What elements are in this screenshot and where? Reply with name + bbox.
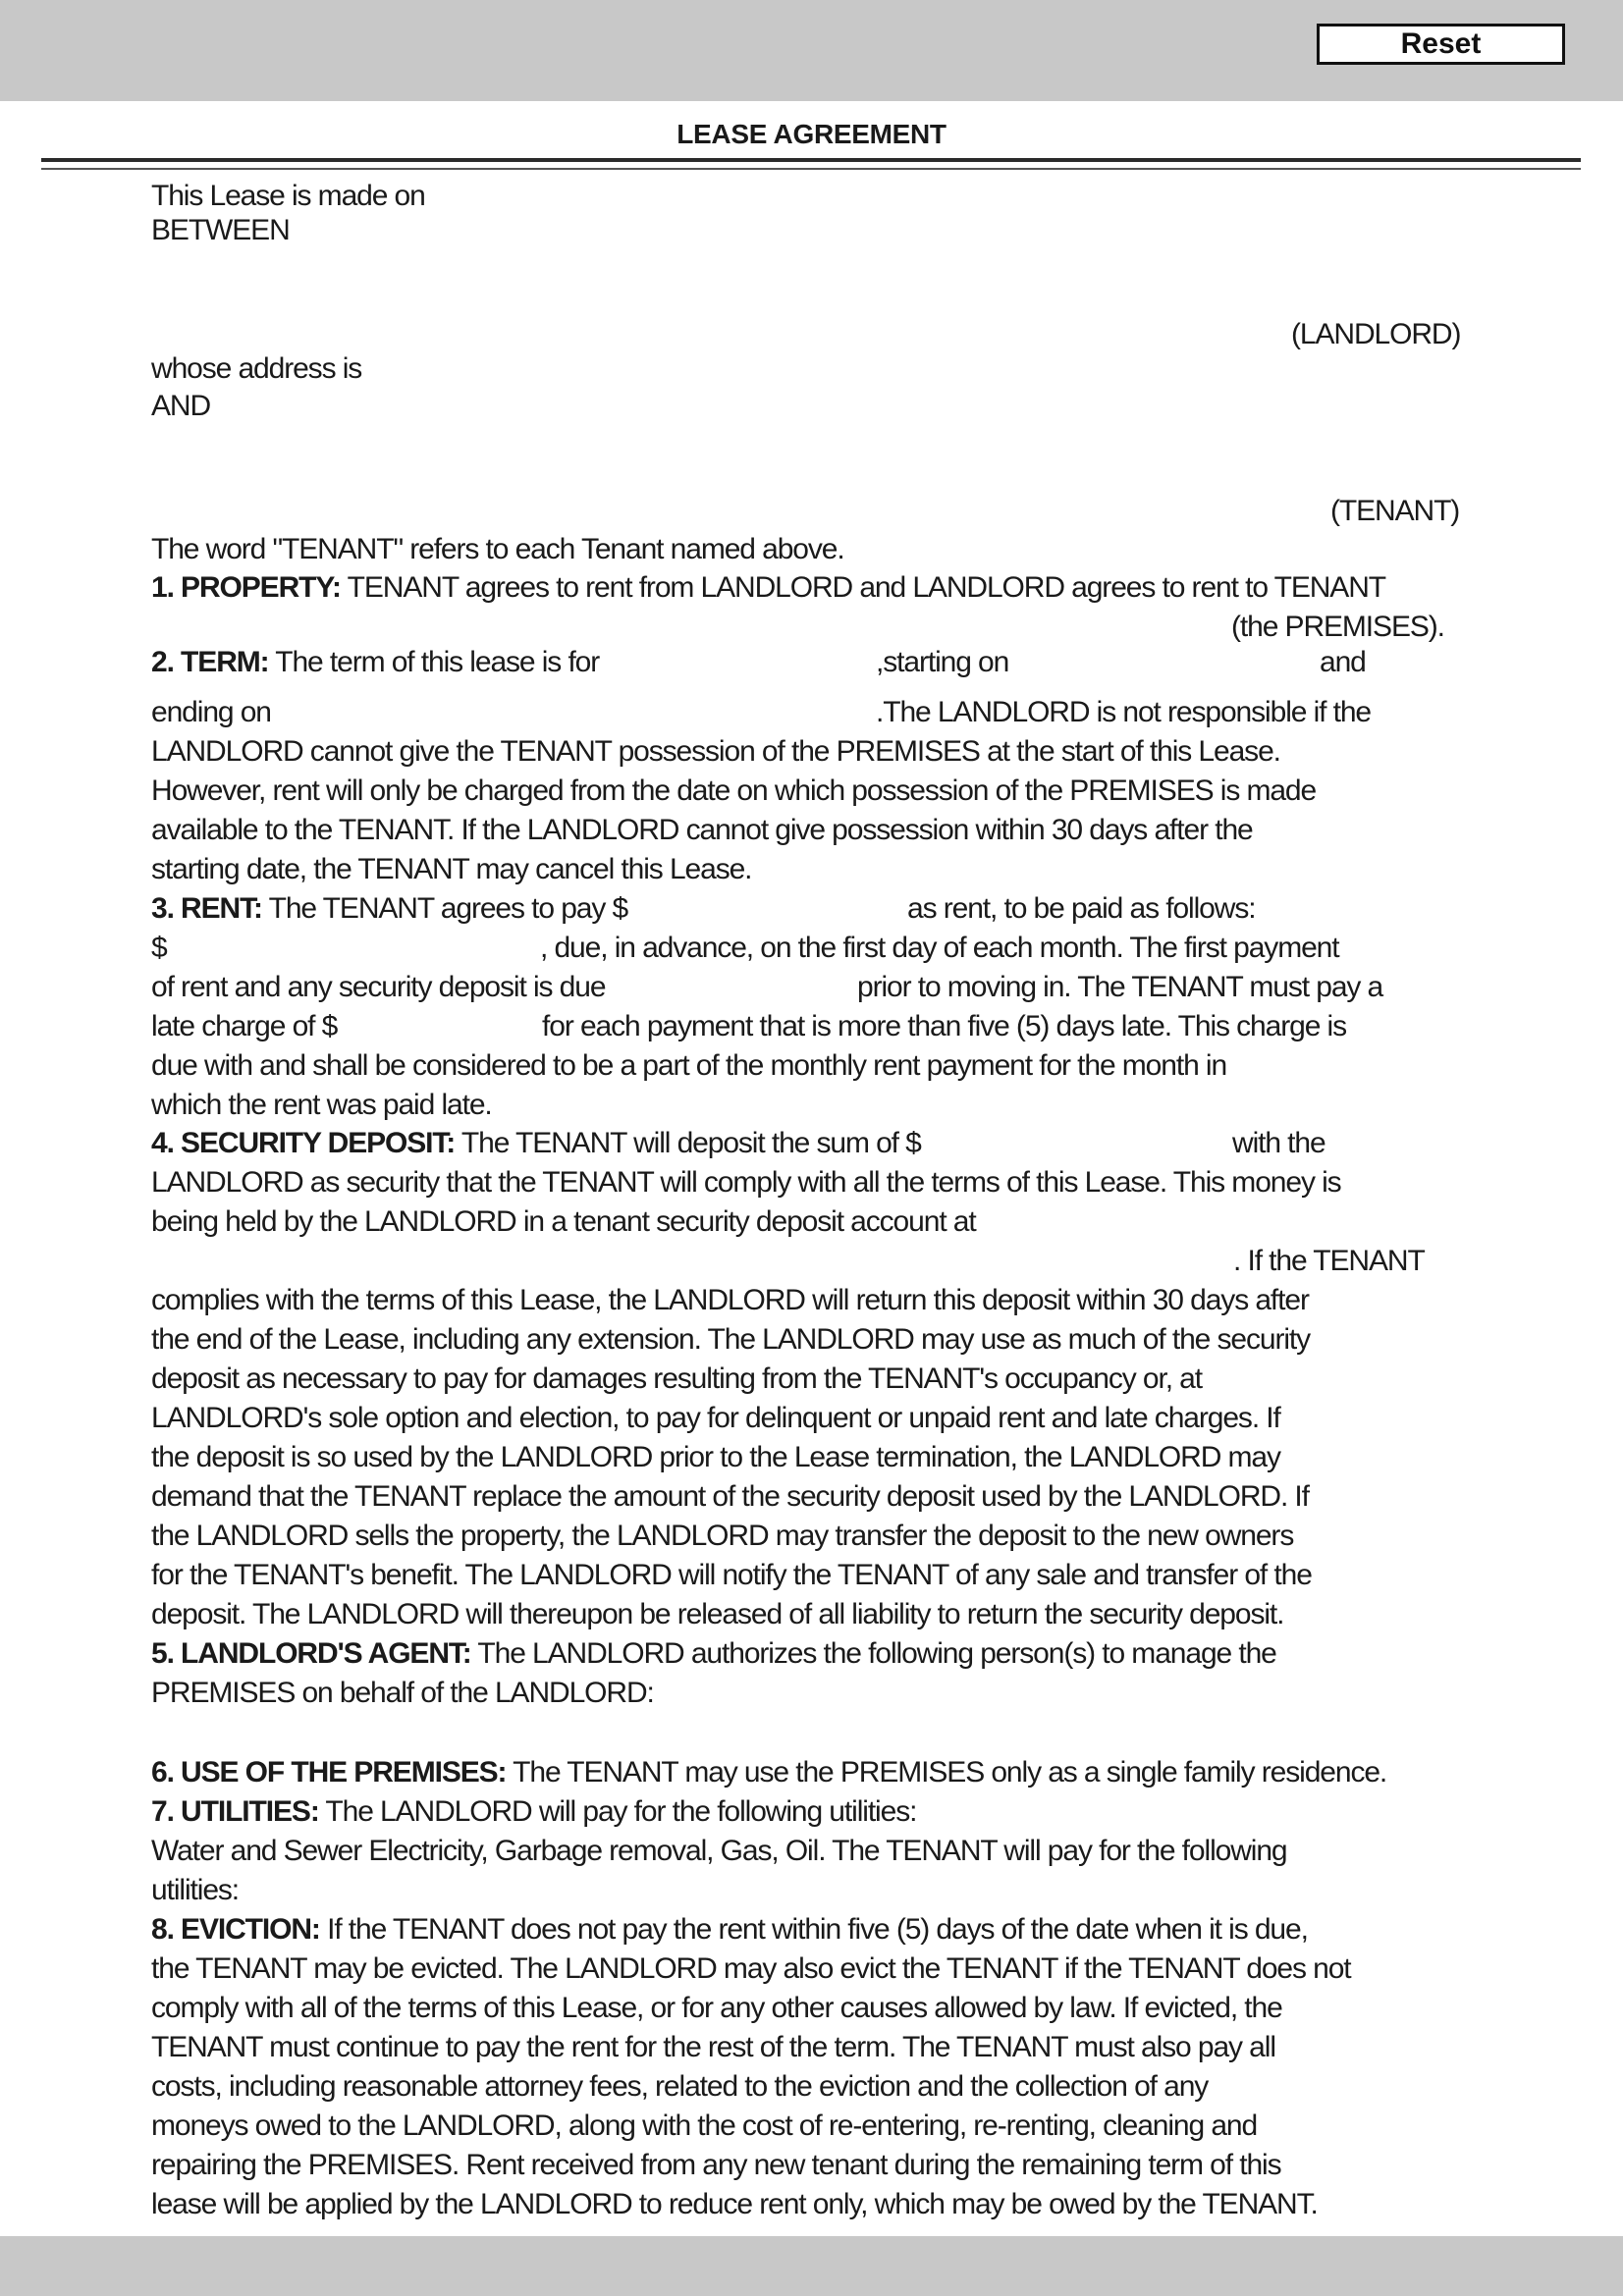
eviction-line: lease will be applied by the LANDLORD to reduce rent only, which may be owed by the TENANT. bbox=[151, 2188, 1318, 2220]
property-address-field[interactable] bbox=[151, 611, 1225, 644]
agent-heading: 5. LANDLORD'S AGENT: bbox=[151, 1637, 471, 1670]
deposit-line: the LANDLORD sells the property, the LANDLORD may transfer the deposit to the new owners bbox=[151, 1520, 1294, 1552]
deposit-clause-line: 4. SECURITY DEPOSIT: The TENANT will deposit the sum of $ bbox=[151, 1127, 921, 1159]
agent-clause-line: 5. LANDLORD'S AGENT: The LANDLORD authorizes the following person(s) to manage the bbox=[151, 1637, 1276, 1670]
start-date-field[interactable] bbox=[1041, 646, 1310, 679]
rent-heading: 3. RENT: bbox=[151, 892, 262, 925]
eviction-line: costs, including reasonable attorney fees, related to the eviction and the collection of any bbox=[151, 2070, 1209, 2103]
title-rule-thin bbox=[41, 168, 1581, 170]
term-line: However, rent will only be charged from the date on which possession of the PREMISES is made bbox=[151, 774, 1317, 807]
deposit-line: deposit. The LANDLORD will thereupon be released of all liability to return the security deposit. bbox=[151, 1598, 1284, 1630]
rent-first-payment: of rent and any security deposit is due bbox=[151, 971, 606, 1003]
utilities-line: utilities: bbox=[151, 1874, 240, 1906]
and-label: AND bbox=[151, 390, 211, 422]
reset-button[interactable]: Reset bbox=[1317, 24, 1565, 65]
term-length-field[interactable] bbox=[648, 646, 878, 679]
title-rule-thick bbox=[41, 158, 1581, 162]
tenant-definition: The word "TENANT" refers to each Tenant named above. bbox=[151, 533, 844, 565]
landlord-name-field[interactable] bbox=[151, 285, 1461, 318]
deposit-line: complies with the terms of this Lease, the LANDLORD will return this deposit within 30 days after bbox=[151, 1284, 1309, 1316]
and-term-label: and bbox=[1320, 646, 1366, 678]
deposit-line: being held by the LANDLORD in a tenant security deposit account at bbox=[151, 1205, 976, 1238]
ending-on-label: ending on bbox=[151, 696, 271, 728]
starting-on-label: ,starting on bbox=[876, 646, 1009, 678]
rent-moving-in: prior to moving in. The TENANT must pay a bbox=[857, 971, 1383, 1003]
eviction-clause-line: 8. EVICTION: If the TENANT does not pay the rent within five (5) days of the date when it is due, bbox=[151, 1913, 1308, 1946]
deposit-bank-field[interactable] bbox=[151, 1245, 1235, 1278]
rent-dollar-sign: $ bbox=[151, 932, 167, 964]
landlord-tag: (LANDLORD) bbox=[1291, 318, 1461, 350]
rent-line: which the rent was paid late. bbox=[151, 1089, 492, 1121]
agent-line: PREMISES on behalf of the LANDLORD: bbox=[151, 1677, 654, 1709]
utilities-line: Water and Sewer Electricity, Garbage removal, Gas, Oil. The TENANT will pay for the following bbox=[151, 1835, 1287, 1867]
eviction-line: repairing the PREMISES. Rent received from any new tenant during the remaining term of this bbox=[151, 2149, 1281, 2181]
use-heading: 6. USE OF THE PREMISES: bbox=[151, 1756, 507, 1789]
eviction-line: TENANT must continue to pay the rent for the rest of the term. The TENANT must also pay all bbox=[151, 2031, 1275, 2063]
rent-clause-line: 3. RENT: The TENANT agrees to pay $ bbox=[151, 892, 628, 925]
eviction-line: the TENANT may be evicted. The LANDLORD may also evict the TENANT if the TENANT does not bbox=[151, 1952, 1351, 1985]
tenant-tag: (TENANT) bbox=[1330, 495, 1460, 527]
term-line: available to the TENANT. If the LANDLORD cannot give possession within 30 days after the bbox=[151, 814, 1253, 846]
eviction-heading: 8. EVICTION: bbox=[151, 1913, 320, 1946]
term-continuation: .The LANDLORD is not responsible if the bbox=[876, 696, 1372, 728]
utilities-heading: 7. UTILITIES: bbox=[151, 1795, 319, 1828]
first-payment-due-field[interactable] bbox=[677, 971, 858, 1004]
top-toolbar bbox=[0, 0, 1623, 101]
term-line: LANDLORD cannot give the TENANT possession of the PREMISES at the start of this Lease. bbox=[151, 735, 1280, 768]
bottom-bar bbox=[0, 2236, 1623, 2296]
deposit-heading: 4. SECURITY DEPOSIT: bbox=[151, 1127, 456, 1159]
between-label: BETWEEN bbox=[151, 214, 290, 246]
tenant-utilities-field[interactable] bbox=[265, 1874, 1447, 1907]
deposit-with-the: with the bbox=[1232, 1127, 1325, 1159]
made-on-label: This Lease is made on bbox=[151, 180, 425, 212]
page-title: LEASE AGREEMENT bbox=[676, 119, 947, 149]
term-clause-line: 2. TERM: The term of this lease is for bbox=[151, 646, 600, 678]
deposit-line: LANDLORD's sole option and election, to pay for delinquent or unpaid rent and late charges. If bbox=[151, 1402, 1280, 1434]
deposit-line: the deposit is so used by the LANDLORD prior to the Lease termination, the LANDLORD may bbox=[151, 1441, 1280, 1473]
term-line: starting date, the TENANT may cancel this Lease. bbox=[151, 853, 752, 885]
late-charge-label: late charge of $ bbox=[151, 1010, 338, 1042]
premises-label: (the PREMISES). bbox=[1231, 611, 1444, 643]
agent-names-field[interactable] bbox=[151, 1716, 1461, 1749]
rent-monthly-field[interactable] bbox=[172, 932, 539, 965]
end-date-field[interactable] bbox=[304, 696, 878, 729]
tenant-name-field[interactable] bbox=[151, 456, 1461, 490]
deposit-amount-field[interactable] bbox=[987, 1127, 1226, 1160]
property-heading: 1. PROPERTY: bbox=[151, 571, 341, 604]
deposit-line: for the TENANT's benefit. The LANDLORD will notify the TENANT of any sale and transfer of the bbox=[151, 1559, 1312, 1591]
late-charge-text: for each payment that is more than five (5) days late. This charge is bbox=[542, 1010, 1346, 1042]
deposit-line: demand that the TENANT replace the amount of the security deposit used by the LANDLORD. If bbox=[151, 1480, 1309, 1513]
rent-line: due with and shall be considered to be a part of the monthly rent payment for the month in bbox=[151, 1049, 1227, 1082]
use-clause-line: 6. USE OF THE PREMISES: The TENANT may use the PREMISES only as a single family residence. bbox=[151, 1756, 1387, 1789]
rent-due-text: , due, in advance, on the first day of each month. The first payment bbox=[540, 932, 1339, 964]
rent-as-follows: as rent, to be paid as follows: bbox=[907, 892, 1256, 925]
deposit-line: deposit as necessary to pay for damages resulting from the TENANT's occupancy or, at bbox=[151, 1362, 1202, 1395]
term-heading: 2. TERM: bbox=[151, 646, 269, 678]
deposit-line: the end of the Lease, including any extension. The LANDLORD may use as much of the security bbox=[151, 1323, 1311, 1356]
deposit-line: LANDLORD as security that the TENANT will comply with all the terms of this Lease. This money is bbox=[151, 1166, 1341, 1199]
utilities-clause-line: 7. UTILITIES: The LANDLORD will pay for the following utilities: bbox=[151, 1795, 917, 1828]
eviction-line: moneys owed to the LANDLORD, along with the cost of re-entering, re-renting, cleaning and bbox=[151, 2109, 1258, 2142]
deposit-if-tenant: . If the TENANT bbox=[1233, 1245, 1425, 1277]
lease-date-field[interactable] bbox=[452, 180, 1045, 213]
late-charge-field[interactable] bbox=[368, 1010, 539, 1043]
whose-address-label: whose address is bbox=[151, 352, 362, 385]
landlord-address-field[interactable] bbox=[393, 352, 1467, 386]
property-clause-line: 1. PROPERTY: TENANT agrees to rent from LANDLORD and LANDLORD agrees to rent to TENANT bbox=[151, 571, 1385, 604]
eviction-line: comply with all of the terms of this Lease, or for any other causes allowed by law. If evicted, the bbox=[151, 1992, 1282, 2024]
rent-total-field[interactable] bbox=[663, 892, 902, 926]
